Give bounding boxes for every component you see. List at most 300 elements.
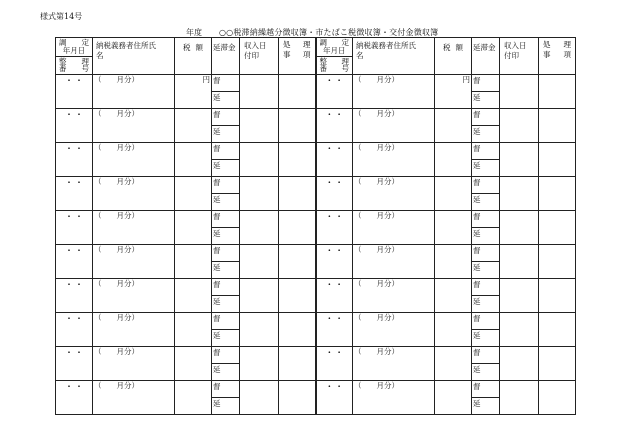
entry-tax-amount-right[interactable] (435, 177, 472, 211)
entry-processing-right[interactable] (539, 177, 576, 211)
dun-label: 督 (473, 280, 481, 289)
late-label: 延 (473, 297, 481, 306)
entry-date-left[interactable] (56, 177, 93, 211)
entry-date-right[interactable] (316, 381, 353, 415)
entry-tax-amount-right[interactable] (435, 245, 472, 279)
entry-receipt-right[interactable] (500, 143, 539, 177)
entry-receipt-right[interactable] (500, 177, 539, 211)
date-dot: ・ (335, 348, 343, 357)
entry-date-left[interactable] (56, 75, 93, 109)
payer-header-line: 名 (356, 51, 364, 61)
header-receipt-left (240, 38, 279, 75)
entry-tax-amount-right[interactable] (435, 347, 472, 381)
late-label: 延 (213, 161, 221, 170)
receipt-header-line: 収入日 (504, 41, 527, 50)
entry-late-right[interactable] (472, 92, 500, 109)
month-label: （ 月分） (94, 75, 139, 84)
dun-label: 督 (473, 110, 481, 119)
entry-payer-left[interactable] (93, 177, 175, 211)
entry-tax-amount-right[interactable] (435, 279, 472, 313)
late-label: 延 (213, 365, 221, 374)
entry-late-left[interactable] (212, 194, 240, 211)
entry-payer-right[interactable] (353, 347, 435, 381)
entry-tax-amount-right[interactable] (435, 381, 472, 415)
entry-late-right[interactable] (472, 364, 500, 381)
entry-tax-amount-right[interactable] (435, 75, 472, 109)
header-payer-right (353, 38, 435, 75)
entry-late-left[interactable] (212, 92, 240, 109)
header-payer-left (93, 38, 175, 75)
header-date-serial-left (56, 38, 93, 75)
tax-header-char: 税 (183, 43, 191, 52)
entry-receipt-left[interactable] (240, 211, 279, 245)
entry-processing-right[interactable] (539, 279, 576, 313)
entry-receipt-right[interactable] (500, 109, 539, 143)
table-row (56, 279, 576, 296)
entry-tax-amount-right[interactable] (435, 109, 472, 143)
late-label: 延 (473, 399, 481, 408)
entry-payer-left[interactable] (93, 347, 175, 381)
payer-header-line: 名 (96, 51, 104, 61)
payer-header-line: 納税義務者住所氏 (356, 41, 416, 50)
entry-dun-left[interactable] (212, 177, 240, 194)
entry-dun-left[interactable] (212, 279, 240, 296)
date-dot: ・ (335, 144, 343, 153)
processing-header-char: 理 (303, 40, 311, 49)
entry-receipt-left[interactable] (240, 109, 279, 143)
date-dot: ・ (335, 382, 343, 391)
entry-receipt-left[interactable] (240, 245, 279, 279)
month-label: （ 月分） (94, 143, 139, 152)
entry-tax-amount-left[interactable] (175, 177, 212, 211)
month-label: （ 月分） (354, 347, 399, 356)
date-dot: ・ (335, 314, 343, 323)
late-label: 延 (213, 229, 221, 238)
serial-header-char: 理 (81, 56, 89, 66)
date-dot: ・ (75, 144, 83, 153)
entry-late-left[interactable] (212, 398, 240, 415)
entry-date-left[interactable] (56, 211, 93, 245)
entry-late-right[interactable] (472, 194, 500, 211)
entry-late-right[interactable] (472, 228, 500, 245)
entry-date-right[interactable] (316, 245, 353, 279)
tax-header-char: 税 (443, 43, 451, 52)
entry-dun-right[interactable] (472, 211, 500, 228)
entry-processing-left[interactable] (279, 177, 316, 211)
entry-dun-left[interactable] (212, 245, 240, 262)
date-dot: ・ (335, 110, 343, 119)
date-dot: ・ (65, 110, 73, 119)
entry-late-left[interactable] (212, 262, 240, 279)
date-dot: ・ (325, 144, 334, 153)
month-label: （ 月分） (354, 313, 399, 322)
entry-processing-right[interactable] (539, 381, 576, 415)
entry-date-left[interactable] (56, 143, 93, 177)
entry-receipt-right[interactable] (500, 381, 539, 415)
receipt-header-line: 付印 (244, 51, 259, 61)
entry-dun-left[interactable] (212, 211, 240, 228)
table-row (56, 211, 576, 228)
entry-payer-left[interactable] (93, 143, 175, 177)
header-date-serial-right (316, 38, 353, 75)
entry-processing-right[interactable] (539, 245, 576, 279)
entry-receipt-right[interactable] (500, 279, 539, 313)
entry-tax-amount-left[interactable] (175, 245, 212, 279)
entry-receipt-left[interactable] (240, 381, 279, 415)
entry-date-left[interactable] (56, 109, 93, 143)
entry-payer-right[interactable] (353, 177, 435, 211)
month-label: （ 月分） (94, 347, 139, 356)
date-dot: ・ (65, 348, 73, 357)
entry-tax-amount-left[interactable] (175, 143, 212, 177)
entry-late-right[interactable] (472, 296, 500, 313)
serial-header-char: 整 (59, 56, 67, 66)
date-dot: ・ (75, 76, 83, 85)
entry-tax-amount-right[interactable] (435, 143, 472, 177)
entry-payer-right[interactable] (353, 313, 435, 347)
date-dot: ・ (75, 178, 83, 187)
late-label: 延 (473, 127, 481, 136)
date-dot: ・ (75, 212, 83, 221)
dun-label: 督 (473, 178, 481, 187)
entry-payer-left[interactable] (93, 381, 175, 415)
dun-label: 督 (213, 212, 221, 221)
entry-late-right[interactable] (472, 160, 500, 177)
month-label: （ 月分） (354, 279, 399, 288)
late-label: 延 (473, 365, 481, 374)
entry-processing-left[interactable] (279, 347, 316, 381)
month-label: （ 月分） (94, 211, 139, 220)
entry-date-left[interactable] (56, 279, 93, 313)
date-dot: ・ (75, 348, 83, 357)
processing-header-char: 処 (283, 40, 291, 49)
entry-late-right[interactable] (472, 398, 500, 415)
dun-label: 督 (213, 314, 221, 323)
entry-dun-right[interactable] (472, 75, 500, 92)
dun-label: 督 (213, 280, 221, 289)
entry-dun-right[interactable] (472, 347, 500, 364)
month-label: （ 月分） (94, 313, 139, 322)
processing-header-char: 事 (543, 49, 551, 59)
entry-payer-right[interactable] (353, 211, 435, 245)
date-dot: ・ (75, 246, 83, 255)
date-dot: ・ (75, 280, 83, 289)
late-label: 延 (473, 331, 481, 340)
payer-header-line: 納税義務者住所氏 (96, 41, 156, 50)
entry-dun-right[interactable] (472, 279, 500, 296)
entry-tax-amount-right[interactable] (435, 313, 472, 347)
date-dot: ・ (335, 280, 343, 289)
entry-processing-right[interactable] (539, 211, 576, 245)
entry-payer-right[interactable] (353, 75, 435, 109)
serial-header-char: 理 (341, 56, 349, 66)
entry-processing-left[interactable] (279, 245, 316, 279)
month-label: （ 月分） (354, 245, 399, 254)
date-header-char: 定 (81, 38, 89, 47)
dun-label: 督 (213, 348, 221, 357)
entry-receipt-left[interactable] (240, 143, 279, 177)
entry-processing-left[interactable] (279, 279, 316, 313)
header-row (56, 38, 576, 75)
month-label: （ 月分） (354, 177, 399, 186)
date-dot: ・ (325, 178, 334, 187)
processing-header-char: 項 (563, 49, 571, 59)
entry-receipt-left[interactable] (240, 75, 279, 109)
entry-processing-right[interactable] (539, 143, 576, 177)
late-label: 延 (473, 93, 481, 102)
late-label: 延 (213, 93, 221, 102)
month-label: （ 月分） (354, 75, 399, 84)
date-dot: ・ (325, 76, 334, 85)
header-late-fee-right (472, 38, 500, 75)
dun-label: 督 (213, 382, 221, 391)
entry-tax-amount-left[interactable] (175, 279, 212, 313)
serial-header-char: 号 (341, 64, 349, 73)
entry-receipt-right[interactable] (500, 313, 539, 347)
processing-header-char: 理 (563, 40, 571, 49)
late-label: 延 (473, 263, 481, 272)
entry-payer-left[interactable] (93, 245, 175, 279)
entry-date-left[interactable] (56, 347, 93, 381)
receipt-header-line: 付印 (504, 51, 519, 61)
entry-dun-left[interactable] (212, 313, 240, 330)
date-dot: ・ (325, 246, 334, 255)
entry-late-left[interactable] (212, 126, 240, 143)
table-row (56, 347, 576, 364)
entry-date-left[interactable] (56, 381, 93, 415)
date-header-char: 定 (341, 38, 349, 47)
yen-mark: 円 (202, 75, 210, 84)
entry-payer-left[interactable] (93, 313, 175, 347)
table-row (56, 177, 576, 194)
entry-processing-right[interactable] (539, 75, 576, 109)
month-label: （ 月分） (354, 381, 399, 390)
entry-dun-left[interactable] (212, 109, 240, 126)
dun-label: 督 (473, 382, 481, 391)
entry-processing-left[interactable] (279, 75, 316, 109)
entry-tax-amount-left[interactable] (175, 109, 212, 143)
dun-label: 督 (213, 246, 221, 255)
table-row (56, 143, 576, 160)
date-dot: ・ (65, 382, 73, 391)
entry-late-right[interactable] (472, 262, 500, 279)
entry-processing-left[interactable] (279, 143, 316, 177)
month-label: （ 月分） (94, 279, 139, 288)
entry-late-left[interactable] (212, 228, 240, 245)
dun-label: 督 (473, 212, 481, 221)
dun-label: 督 (473, 144, 481, 153)
entry-receipt-left[interactable] (240, 177, 279, 211)
entry-processing-left[interactable] (279, 381, 316, 415)
ledger-title: ○○税滞納繰越分徴収簿・市たばこ税徴収簿・交付金徴収簿 (219, 28, 439, 37)
dun-label: 督 (213, 144, 221, 153)
date-dot: ・ (65, 76, 73, 85)
processing-header-char: 事 (283, 49, 291, 59)
late-label: 延 (473, 161, 481, 170)
tax-header-char: 額 (195, 43, 203, 52)
date-dot: ・ (335, 76, 343, 85)
date-dot: ・ (325, 212, 334, 221)
late-label: 延 (213, 127, 221, 136)
entry-payer-right[interactable] (353, 143, 435, 177)
table-row (56, 109, 576, 126)
entry-date-right[interactable] (316, 143, 353, 177)
entry-dun-left[interactable] (212, 381, 240, 398)
late-fee-header: 延滞金 (213, 43, 236, 52)
dun-label: 督 (473, 314, 481, 323)
date-dot: ・ (325, 280, 334, 289)
table-row (56, 313, 576, 330)
month-label: （ 月分） (94, 177, 139, 186)
entry-dun-right[interactable] (472, 313, 500, 330)
entry-dun-right[interactable] (472, 381, 500, 398)
header-tax-amount-right (435, 38, 472, 75)
header-late-fee-left (212, 38, 240, 75)
date-dot: ・ (65, 280, 73, 289)
entry-receipt-right[interactable] (500, 211, 539, 245)
entry-date-right[interactable] (316, 177, 353, 211)
date-dot: ・ (65, 144, 73, 153)
entry-dun-right[interactable] (472, 109, 500, 126)
yen-mark: 円 (462, 75, 470, 84)
entry-processing-left[interactable] (279, 211, 316, 245)
entry-late-left[interactable] (212, 330, 240, 347)
entry-payer-right[interactable] (353, 245, 435, 279)
table-row (56, 75, 576, 92)
entry-date-right[interactable] (316, 75, 353, 109)
entry-tax-amount-left[interactable] (175, 211, 212, 245)
entry-payer-left[interactable] (93, 109, 175, 143)
date-dot: ・ (65, 178, 73, 187)
late-label: 延 (473, 195, 481, 204)
serial-header-char: 号 (81, 64, 89, 73)
processing-header-char: 項 (303, 49, 311, 59)
serial-header-char: 整 (319, 56, 327, 66)
entry-late-left[interactable] (212, 364, 240, 381)
entry-processing-right[interactable] (539, 109, 576, 143)
entry-receipt-left[interactable] (240, 279, 279, 313)
entry-late-right[interactable] (472, 126, 500, 143)
entry-payer-left[interactable] (93, 75, 175, 109)
entry-date-right[interactable] (316, 313, 353, 347)
entry-payer-left[interactable] (93, 211, 175, 245)
serial-header-char: 番 (319, 64, 327, 73)
entry-date-right[interactable] (316, 347, 353, 381)
date-dot: ・ (65, 212, 73, 221)
entry-dun-right[interactable] (472, 143, 500, 160)
entry-date-left[interactable] (56, 313, 93, 347)
date-dot: ・ (335, 246, 343, 255)
date-header-label: 年月日 (323, 45, 346, 55)
entry-receipt-right[interactable] (500, 347, 539, 381)
entry-dun-right[interactable] (472, 177, 500, 194)
month-label: （ 月分） (354, 109, 399, 118)
entry-receipt-right[interactable] (500, 75, 539, 109)
ledger-table (55, 37, 576, 415)
entry-tax-amount-left[interactable] (175, 381, 212, 415)
entry-late-left[interactable] (212, 160, 240, 177)
entry-tax-amount-left[interactable] (175, 313, 212, 347)
entry-receipt-right[interactable] (500, 245, 539, 279)
entry-dun-left[interactable] (212, 347, 240, 364)
entry-processing-right[interactable] (539, 347, 576, 381)
entry-late-left[interactable] (212, 296, 240, 313)
late-label: 延 (213, 297, 221, 306)
month-label: （ 月分） (94, 109, 139, 118)
month-label: （ 月分） (94, 245, 139, 254)
tax-header-char: 額 (455, 43, 463, 52)
date-dot: ・ (325, 110, 334, 119)
entry-dun-left[interactable] (212, 75, 240, 92)
entry-processing-left[interactable] (279, 109, 316, 143)
date-dot: ・ (325, 382, 334, 391)
late-label: 延 (213, 195, 221, 204)
header-processing-left (279, 38, 316, 75)
entry-dun-right[interactable] (472, 245, 500, 262)
entry-dun-left[interactable] (212, 143, 240, 160)
month-label: （ 月分） (354, 143, 399, 152)
month-label: （ 月分） (354, 211, 399, 220)
date-dot: ・ (335, 178, 343, 187)
date-dot: ・ (325, 348, 334, 357)
late-fee-header: 延滞金 (473, 43, 496, 52)
serial-header-char: 番 (59, 64, 67, 73)
dun-label: 督 (473, 246, 481, 255)
entry-payer-right[interactable] (353, 279, 435, 313)
date-dot: ・ (75, 314, 83, 323)
entry-tax-amount-right[interactable] (435, 211, 472, 245)
dun-label: 督 (213, 110, 221, 119)
date-dot: ・ (335, 212, 343, 221)
entry-payer-right[interactable] (353, 381, 435, 415)
entry-processing-right[interactable] (539, 313, 576, 347)
date-dot: ・ (75, 110, 83, 119)
dun-label: 督 (473, 76, 481, 85)
entry-payer-left[interactable] (93, 279, 175, 313)
table-row (56, 245, 576, 262)
entry-date-right[interactable] (316, 211, 353, 245)
header-tax-amount-left (175, 38, 212, 75)
date-dot: ・ (65, 314, 73, 323)
entry-tax-amount-left[interactable] (175, 75, 212, 109)
processing-header-char: 処 (543, 40, 551, 49)
entry-processing-left[interactable] (279, 313, 316, 347)
late-label: 延 (213, 399, 221, 408)
receipt-header-line: 収入日 (244, 41, 267, 50)
table-row (56, 381, 576, 398)
entry-tax-amount-left[interactable] (175, 347, 212, 381)
late-label: 延 (213, 331, 221, 340)
entry-date-left[interactable] (56, 245, 93, 279)
entry-date-right[interactable] (316, 279, 353, 313)
entry-date-right[interactable] (316, 109, 353, 143)
dun-label: 督 (213, 76, 221, 85)
late-label: 延 (473, 229, 481, 238)
form-number: 様式第14号 (40, 12, 83, 21)
entry-late-right[interactable] (472, 330, 500, 347)
date-dot: ・ (65, 246, 73, 255)
date-header-char: 調 (59, 38, 67, 47)
date-dot: ・ (75, 382, 83, 391)
header-receipt-right (500, 38, 539, 75)
date-dot: ・ (325, 314, 334, 323)
dun-label: 督 (473, 348, 481, 357)
entry-receipt-left[interactable] (240, 347, 279, 381)
entry-payer-right[interactable] (353, 109, 435, 143)
header-processing-right (539, 38, 576, 75)
entry-receipt-left[interactable] (240, 313, 279, 347)
month-label: （ 月分） (94, 381, 139, 390)
